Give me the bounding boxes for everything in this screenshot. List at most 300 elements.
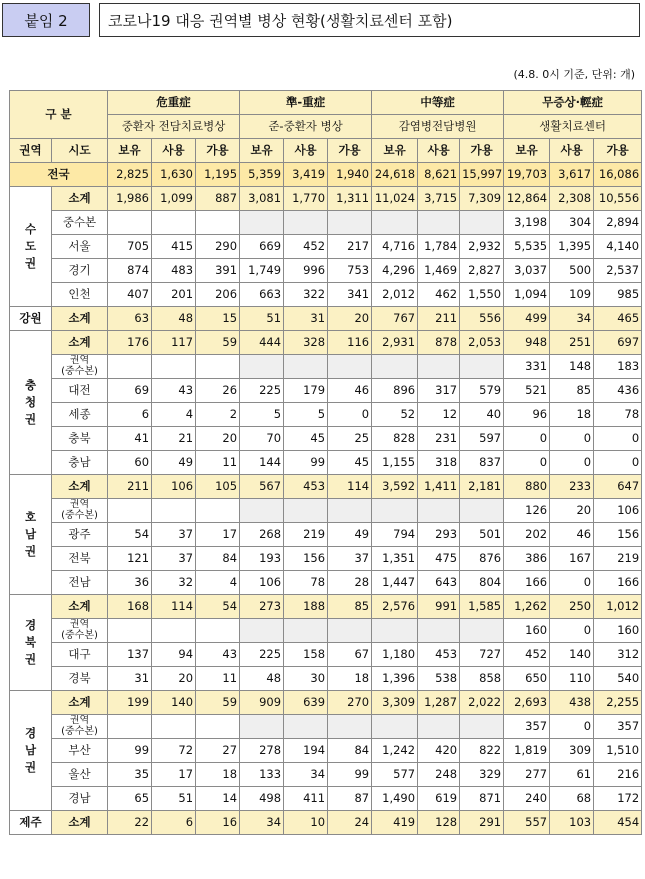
table-cell: 4,296	[372, 259, 418, 283]
region-label: 경 남 권	[10, 691, 52, 811]
table-cell: 34	[550, 307, 594, 331]
table-cell: 647	[594, 475, 642, 499]
table-cell: 41	[108, 427, 152, 451]
table-cell	[108, 499, 152, 523]
table-cell: 45	[328, 451, 372, 475]
table-cell: 194	[284, 739, 328, 763]
table-cell: 1,287	[418, 691, 460, 715]
region-label: 제주	[10, 811, 52, 835]
table-cell: 391	[196, 259, 240, 283]
row-label: 소계	[52, 691, 108, 715]
table-cell: 17	[152, 763, 196, 787]
table-cell: 46	[328, 379, 372, 403]
table-cell: 270	[328, 691, 372, 715]
table-cell: 991	[418, 595, 460, 619]
table-cell: 179	[284, 379, 328, 403]
table-cell: 12	[418, 403, 460, 427]
table-cell: 202	[504, 523, 550, 547]
row-label: 권역 (중수본)	[52, 499, 108, 523]
table-cell	[328, 499, 372, 523]
row-label: 권역 (중수본)	[52, 715, 108, 739]
table-cell: 438	[550, 691, 594, 715]
column-header: 가용	[594, 139, 642, 163]
table-cell: 452	[284, 235, 328, 259]
table-cell: 36	[108, 571, 152, 595]
table-cell: 407	[108, 283, 152, 307]
table-cell: 462	[418, 283, 460, 307]
table-cell: 436	[594, 379, 642, 403]
national-value: 16,086	[594, 163, 642, 187]
table-cell: 317	[418, 379, 460, 403]
table-cell	[108, 619, 152, 643]
row-label: 소계	[52, 307, 108, 331]
table-cell: 18	[328, 667, 372, 691]
table-cell: 277	[504, 763, 550, 787]
table-cell: 20	[328, 307, 372, 331]
table-cell: 193	[240, 547, 284, 571]
table-cell: 880	[504, 475, 550, 499]
table-cell: 0	[550, 451, 594, 475]
table-cell: 24	[328, 811, 372, 835]
table-cell: 318	[418, 451, 460, 475]
table-cell: 2	[196, 403, 240, 427]
table-cell: 15	[196, 307, 240, 331]
column-header: 사용	[550, 139, 594, 163]
table-cell	[418, 355, 460, 379]
table-cell: 837	[460, 451, 504, 475]
bed-status-table	[9, 90, 642, 835]
table-cell: 419	[372, 811, 418, 835]
row-label: 권역 (중수본)	[52, 355, 108, 379]
table-cell: 133	[240, 763, 284, 787]
table-row	[10, 475, 642, 499]
table-cell: 501	[460, 523, 504, 547]
table-cell: 1,351	[372, 547, 418, 571]
group-header: 準-重症	[240, 91, 372, 115]
column-header: 보유	[372, 139, 418, 163]
row-label: 경북	[52, 667, 108, 691]
table-cell	[328, 211, 372, 235]
table-cell: 10,556	[594, 187, 642, 211]
table-cell: 231	[418, 427, 460, 451]
table-cell: 199	[108, 691, 152, 715]
table-cell	[240, 715, 284, 739]
corner-label: 구 분	[10, 91, 108, 139]
table-cell: 1,819	[504, 739, 550, 763]
table-cell: 1,770	[284, 187, 328, 211]
table-row	[10, 739, 642, 763]
table-cell: 465	[594, 307, 642, 331]
table-cell: 878	[418, 331, 460, 355]
table-cell	[460, 715, 504, 739]
table-cell: 663	[240, 283, 284, 307]
table-cell: 268	[240, 523, 284, 547]
table-cell: 2,181	[460, 475, 504, 499]
table-cell	[328, 619, 372, 643]
table-cell: 14	[196, 787, 240, 811]
group-subtitle: 중환자 전담치료병상	[108, 115, 240, 139]
table-cell: 2,022	[460, 691, 504, 715]
table-row	[10, 595, 642, 619]
row-label: 충남	[52, 451, 108, 475]
row-label: 전남	[52, 571, 108, 595]
table-cell: 72	[152, 739, 196, 763]
table-cell	[372, 211, 418, 235]
table-cell: 1,012	[594, 595, 642, 619]
table-cell: 0	[504, 451, 550, 475]
table-cell: 909	[240, 691, 284, 715]
national-value: 15,997	[460, 163, 504, 187]
table-cell: 25	[328, 427, 372, 451]
column-header: 가용	[460, 139, 504, 163]
table-cell: 48	[152, 307, 196, 331]
table-cell: 30	[284, 667, 328, 691]
table-cell: 18	[550, 403, 594, 427]
table-row	[10, 427, 642, 451]
table-cell: 1,784	[418, 235, 460, 259]
table-cell: 85	[328, 595, 372, 619]
table-row	[10, 355, 642, 379]
table-cell: 78	[594, 403, 642, 427]
column-header: 사용	[152, 139, 196, 163]
table-row	[10, 715, 642, 739]
table-cell: 49	[328, 523, 372, 547]
table-cell: 144	[240, 451, 284, 475]
table-cell: 12,864	[504, 187, 550, 211]
table-cell: 67	[328, 643, 372, 667]
group-subtitle: 준-중환자 병상	[240, 115, 372, 139]
table-cell: 858	[460, 667, 504, 691]
table-cell: 329	[460, 763, 504, 787]
table-cell: 5	[284, 403, 328, 427]
table-cell: 51	[240, 307, 284, 331]
table-cell: 121	[108, 547, 152, 571]
table-cell: 168	[108, 595, 152, 619]
table-cell: 1,099	[152, 187, 196, 211]
table-cell: 251	[550, 331, 594, 355]
table-cell: 45	[284, 427, 328, 451]
header-row-columns	[10, 139, 642, 163]
table-cell: 985	[594, 283, 642, 307]
table-cell: 896	[372, 379, 418, 403]
table-cell: 291	[460, 811, 504, 835]
national-value: 3,419	[284, 163, 328, 187]
table-cell: 31	[108, 667, 152, 691]
table-cell: 452	[504, 643, 550, 667]
table-cell: 5,535	[504, 235, 550, 259]
table-cell: 140	[550, 643, 594, 667]
table-cell: 454	[594, 811, 642, 835]
table-cell	[108, 211, 152, 235]
table-cell: 43	[196, 643, 240, 667]
table-cell: 233	[550, 475, 594, 499]
table-cell	[418, 499, 460, 523]
table-cell: 420	[418, 739, 460, 763]
table-cell: 109	[550, 283, 594, 307]
table-cell: 11	[196, 667, 240, 691]
row-label: 인천	[52, 283, 108, 307]
table-cell: 1,585	[460, 595, 504, 619]
table-cell: 21	[152, 427, 196, 451]
table-row	[10, 571, 642, 595]
table-cell: 499	[504, 307, 550, 331]
table-cell: 887	[196, 187, 240, 211]
table-cell: 1,180	[372, 643, 418, 667]
table-row	[10, 259, 642, 283]
table-cell: 597	[460, 427, 504, 451]
table-cell: 4,716	[372, 235, 418, 259]
table-row	[10, 499, 642, 523]
table-row	[10, 307, 642, 331]
table-cell	[108, 355, 152, 379]
national-row	[10, 163, 642, 187]
table-cell	[284, 715, 328, 739]
table-cell: 3,592	[372, 475, 418, 499]
table-cell: 1,986	[108, 187, 152, 211]
table-cell: 4	[152, 403, 196, 427]
table-cell: 357	[504, 715, 550, 739]
row-label: 대구	[52, 643, 108, 667]
table-cell: 103	[550, 811, 594, 835]
table-cell	[284, 355, 328, 379]
table-row	[10, 523, 642, 547]
table-row	[10, 811, 642, 835]
table-cell: 54	[196, 595, 240, 619]
table-row	[10, 379, 642, 403]
column-header: 보유	[108, 139, 152, 163]
table-cell: 140	[152, 691, 196, 715]
table-cell: 540	[594, 667, 642, 691]
table-cell	[196, 211, 240, 235]
column-header: 가용	[196, 139, 240, 163]
table-cell: 794	[372, 523, 418, 547]
table-cell: 49	[152, 451, 196, 475]
row-label: 경남	[52, 787, 108, 811]
column-header: 보유	[240, 139, 284, 163]
table-cell: 105	[196, 475, 240, 499]
table-cell: 18	[196, 763, 240, 787]
table-cell: 278	[240, 739, 284, 763]
table-cell: 87	[328, 787, 372, 811]
table-cell: 727	[460, 643, 504, 667]
table-cell: 996	[284, 259, 328, 283]
table-cell: 557	[504, 811, 550, 835]
table-cell: 577	[372, 763, 418, 787]
table-cell: 99	[284, 451, 328, 475]
table-cell	[152, 715, 196, 739]
table-cell: 273	[240, 595, 284, 619]
table-cell	[328, 355, 372, 379]
table-cell: 0	[594, 427, 642, 451]
table-cell	[418, 211, 460, 235]
table-cell: 1,311	[328, 187, 372, 211]
table-cell: 643	[418, 571, 460, 595]
table-cell: 156	[284, 547, 328, 571]
table-cell: 475	[418, 547, 460, 571]
table-cell: 556	[460, 307, 504, 331]
table-cell: 37	[152, 547, 196, 571]
table-row	[10, 643, 642, 667]
table-cell	[418, 619, 460, 643]
table-cell: 1,262	[504, 595, 550, 619]
table-cell: 172	[594, 787, 642, 811]
table-cell: 160	[594, 619, 642, 643]
table-cell: 2,827	[460, 259, 504, 283]
table-cell: 293	[418, 523, 460, 547]
table-cell: 250	[550, 595, 594, 619]
national-value: 1,940	[328, 163, 372, 187]
table-cell: 453	[418, 643, 460, 667]
national-value: 8,621	[418, 163, 460, 187]
table-cell: 1,490	[372, 787, 418, 811]
group-subtitle: 감염병전담병원	[372, 115, 504, 139]
row-label: 중수본	[52, 211, 108, 235]
row-label: 소계	[52, 811, 108, 835]
table-cell	[328, 715, 372, 739]
column-header: 보유	[504, 139, 550, 163]
row-label: 울산	[52, 763, 108, 787]
table-cell: 188	[284, 595, 328, 619]
table-cell: 60	[108, 451, 152, 475]
table-cell: 415	[152, 235, 196, 259]
table-cell: 871	[460, 787, 504, 811]
column-header-city: 시도	[52, 139, 108, 163]
table-cell: 2,693	[504, 691, 550, 715]
table-cell: 3,309	[372, 691, 418, 715]
table-cell: 876	[460, 547, 504, 571]
table-cell: 312	[594, 643, 642, 667]
region-label: 충 청 권	[10, 331, 52, 475]
table-cell: 217	[328, 235, 372, 259]
table-cell: 61	[550, 763, 594, 787]
table-cell: 521	[504, 379, 550, 403]
table-cell	[108, 715, 152, 739]
table-cell	[196, 619, 240, 643]
table-cell: 3,081	[240, 187, 284, 211]
table-cell: 84	[196, 547, 240, 571]
national-value: 3,617	[550, 163, 594, 187]
table-cell: 4	[196, 571, 240, 595]
table-cell: 309	[550, 739, 594, 763]
table-cell: 219	[284, 523, 328, 547]
table-row	[10, 331, 642, 355]
column-header: 사용	[284, 139, 328, 163]
table-row	[10, 403, 642, 427]
table-cell: 114	[328, 475, 372, 499]
table-cell: 5	[240, 403, 284, 427]
table-cell: 767	[372, 307, 418, 331]
table-row	[10, 787, 642, 811]
table-cell: 148	[550, 355, 594, 379]
national-value: 19,703	[504, 163, 550, 187]
table-cell: 40	[460, 403, 504, 427]
table-cell: 27	[196, 739, 240, 763]
table-cell: 117	[152, 331, 196, 355]
table-cell: 34	[240, 811, 284, 835]
table-cell: 225	[240, 643, 284, 667]
table-cell: 51	[152, 787, 196, 811]
table-cell: 116	[328, 331, 372, 355]
table-cell: 34	[284, 763, 328, 787]
row-label: 부산	[52, 739, 108, 763]
table-cell	[152, 355, 196, 379]
table-cell: 0	[550, 427, 594, 451]
table-cell: 35	[108, 763, 152, 787]
column-header-region: 권역	[10, 139, 52, 163]
table-cell: 500	[550, 259, 594, 283]
table-cell: 126	[504, 499, 550, 523]
table-cell: 128	[418, 811, 460, 835]
table-cell: 6	[152, 811, 196, 835]
table-cell: 106	[240, 571, 284, 595]
table-cell: 37	[328, 547, 372, 571]
table-cell	[372, 499, 418, 523]
table-cell: 22	[108, 811, 152, 835]
table-cell: 16	[196, 811, 240, 835]
table-cell	[152, 619, 196, 643]
table-cell: 538	[418, 667, 460, 691]
table-cell: 114	[152, 595, 196, 619]
table-cell: 1,510	[594, 739, 642, 763]
table-cell: 2,576	[372, 595, 418, 619]
table-row	[10, 187, 642, 211]
table-cell: 2,012	[372, 283, 418, 307]
attachment-label: 붙임 2	[2, 3, 90, 37]
national-value: 5,359	[240, 163, 284, 187]
table-cell: 160	[504, 619, 550, 643]
table-cell	[284, 499, 328, 523]
table-cell	[372, 715, 418, 739]
row-label: 충북	[52, 427, 108, 451]
table-cell: 2,053	[460, 331, 504, 355]
table-cell	[284, 211, 328, 235]
group-header: 中等症	[372, 91, 504, 115]
table-cell: 31	[284, 307, 328, 331]
table-cell: 176	[108, 331, 152, 355]
column-header: 사용	[418, 139, 460, 163]
table-cell: 669	[240, 235, 284, 259]
table-row	[10, 691, 642, 715]
table-cell: 3,198	[504, 211, 550, 235]
table-cell: 156	[594, 523, 642, 547]
table-cell	[196, 499, 240, 523]
row-label: 소계	[52, 475, 108, 499]
table-cell: 1,094	[504, 283, 550, 307]
table-cell	[196, 355, 240, 379]
table-cell: 59	[196, 331, 240, 355]
table-cell: 619	[418, 787, 460, 811]
table-cell	[418, 715, 460, 739]
table-cell	[240, 499, 284, 523]
table-cell: 106	[594, 499, 642, 523]
unit-note: (4.8. 0시 기준, 단위: 개)	[513, 68, 635, 81]
table-cell: 70	[240, 427, 284, 451]
table-row	[10, 619, 642, 643]
group-header: 危重症	[108, 91, 240, 115]
table-cell: 166	[594, 571, 642, 595]
table-cell: 331	[504, 355, 550, 379]
table-cell: 1,395	[550, 235, 594, 259]
table-cell: 828	[372, 427, 418, 451]
table-row	[10, 211, 642, 235]
row-label: 대전	[52, 379, 108, 403]
table-cell: 498	[240, 787, 284, 811]
table-cell: 63	[108, 307, 152, 331]
table-cell: 2,932	[460, 235, 504, 259]
table-cell: 69	[108, 379, 152, 403]
table-cell: 11	[196, 451, 240, 475]
table-cell: 3,715	[418, 187, 460, 211]
